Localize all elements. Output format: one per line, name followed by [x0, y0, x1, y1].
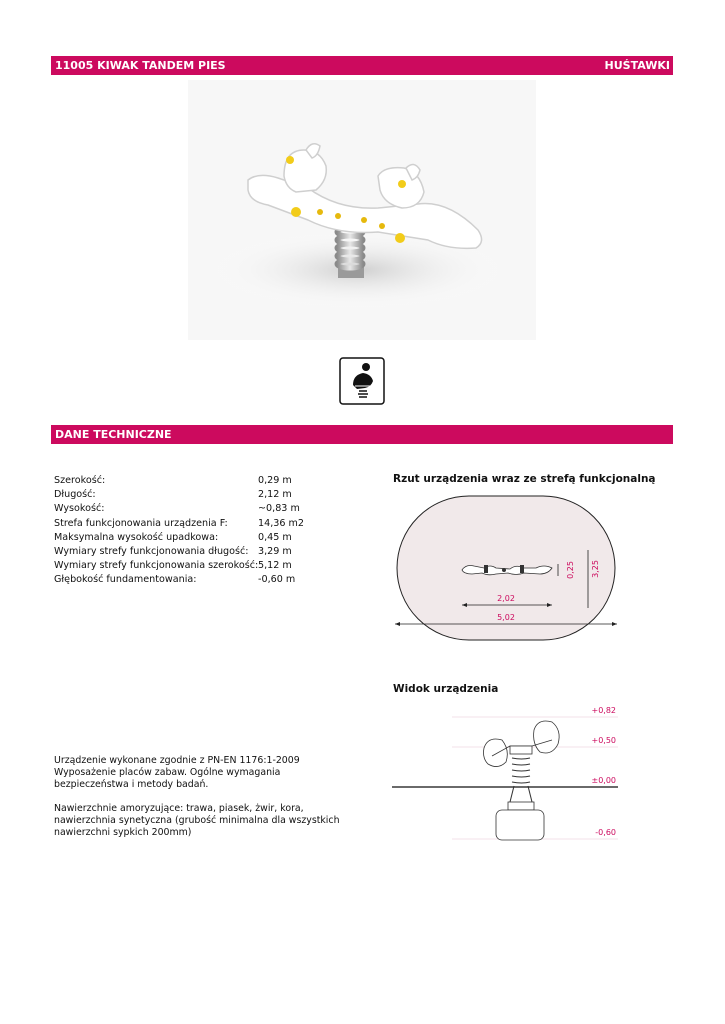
dim-width-label: 0,25 — [566, 561, 575, 579]
spring-rider-pictogram-icon — [339, 357, 385, 405]
product-title: 11005 KIWAK TANDEM PIES — [55, 59, 226, 72]
level-label: +0,50 — [591, 736, 616, 745]
side-view-title: Widok urządzenia — [393, 683, 499, 695]
spec-label: Wymiary strefy funkcjonowania długość: — [54, 545, 249, 557]
note-line: nawierzchni sypkich 200mm) — [54, 827, 192, 839]
level-label: +0,82 — [591, 706, 616, 715]
note-line: nawierzchnia synetyczna (grubość minimalna dla wszystkich — [54, 815, 340, 827]
spec-value: 0,45 m — [258, 531, 292, 543]
spec-value: 5,12 m — [258, 560, 292, 572]
spec-label: Wysokość: — [54, 503, 105, 515]
spec-value: 14,36 m2 — [258, 517, 304, 529]
side-view-drawing — [392, 700, 622, 845]
spec-row — [54, 488, 354, 502]
standard-note — [54, 755, 354, 792]
technical-specs-list — [54, 474, 354, 588]
spec-row — [54, 474, 354, 488]
spec-row — [54, 573, 354, 587]
spec-row — [54, 559, 354, 573]
spec-row — [54, 545, 354, 559]
spec-label: Szerokość: — [54, 475, 106, 486]
note-line: Urządzenie wykonane zgodnie z PN-EN 1176:1-2009 — [54, 755, 300, 766]
product-header-bar — [51, 56, 673, 75]
spec-value: 0,29 m — [258, 475, 292, 486]
spec-row — [54, 502, 354, 516]
dim-zone-length-label: 5,02 — [497, 613, 515, 622]
note-line: bezpieczeństwa i metody badań. — [54, 779, 209, 791]
spec-label: Strefa funkcjonowania urządzenia F: — [54, 517, 228, 529]
spec-value: -0,60 m — [258, 574, 296, 586]
spec-label: Wymiary strefy funkcjonowania szerokość: — [54, 560, 259, 572]
plan-view-title: Rzut urządzenia wraz ze strefą funkcjonalną — [393, 473, 656, 485]
dim-length-label: 2,02 — [497, 594, 515, 603]
plan-view-drawing — [392, 492, 622, 652]
note-line: Nawierzchnie amoryzujące: trawa, piasek, żwir, kora, — [54, 803, 304, 814]
note-line: Wyposażenie placów zabaw. Ogólne wymagania — [54, 767, 281, 779]
technical-data-header-bar — [51, 425, 673, 444]
spec-label: Długość: — [54, 489, 96, 501]
spec-value: 2,12 m — [258, 489, 292, 501]
spec-value: 3,29 m — [258, 545, 292, 557]
surfaces-note — [54, 803, 354, 840]
section-title: DANE TECHNICZNE — [55, 428, 172, 441]
product-render-image — [188, 80, 536, 340]
spec-label: Maksymalna wysokość upadkowa: — [54, 531, 219, 543]
spec-label: Głębokość fundamentowania: — [54, 574, 197, 586]
spec-row — [54, 531, 354, 545]
level-label: -0,60 — [595, 828, 616, 837]
dim-zone-height-label: 3,25 — [591, 560, 600, 578]
spec-row — [54, 517, 354, 531]
level-label: ±0,00 — [591, 776, 616, 785]
category-label: HUŚTAWKI — [604, 59, 670, 72]
spec-value: ~0,83 m — [258, 503, 300, 515]
